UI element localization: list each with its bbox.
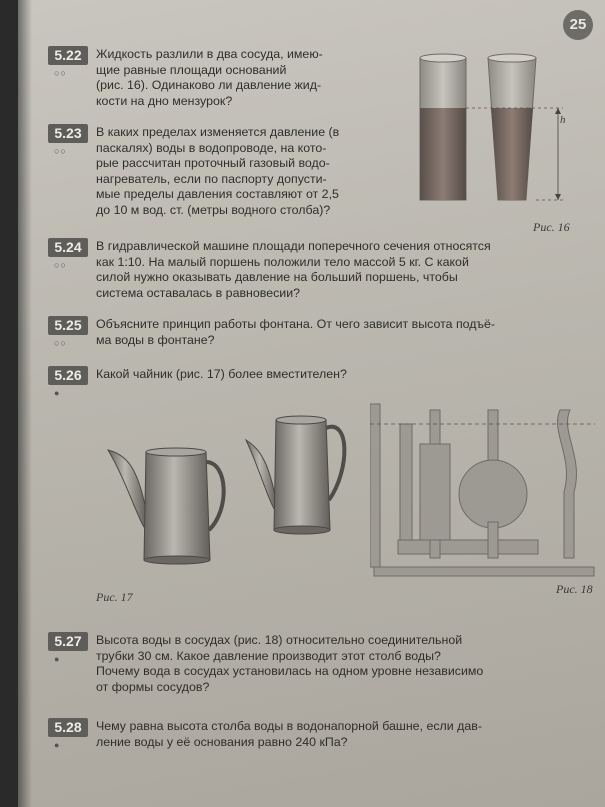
task-number: 5.26: [48, 366, 88, 385]
figure-18-communicating-vessels: [370, 402, 595, 582]
task-number: 5.24: [48, 238, 88, 257]
figure-18-caption: Рис. 18: [556, 582, 593, 596]
difficulty-marker: ●: [54, 740, 61, 750]
task-text: Объясните принцип работы фонтана. От чего зависит высота подъё- ма воды в фонтане?: [96, 317, 495, 347]
task-text: Жидкость разлили в два сосуда, имею- щие равные площади оснований (рис. 16). Одинаково ли давление жид- кости на дно мензурок?: [96, 47, 323, 108]
task-text: В гидравлической машине площади поперечного сечения относятся как 1:10. На малый поршень положили тело массой 5 кг. С какой силой нужно оказывать давление на больший поршень, чтобы система оставалась в равновесии?: [96, 239, 491, 300]
figure-17-teapots: [88, 400, 368, 590]
task-number: 5.23: [48, 124, 88, 143]
task-text: Какой чайник (рис. 17) более вместителен?: [96, 367, 347, 381]
task-number: 5.25: [48, 316, 88, 335]
difficulty-marker: ○○: [54, 260, 67, 270]
figure-16-caption: Рис. 16: [533, 220, 570, 234]
figure-16-beakers: [398, 48, 598, 228]
task-number: 5.22: [48, 46, 88, 65]
difficulty-marker: ○○: [54, 146, 67, 156]
page-binding-shadow: [18, 0, 32, 807]
textbook-page: [18, 0, 605, 807]
task-text: Высота воды в сосудах (рис. 18) относительно соединительной трубки 30 см. Какое давление производит этот столб воды? Почему вода в сосудах установилась на одном уровне независимо от формы сосудов?: [96, 633, 484, 694]
task-text: Чему равна высота столба воды в водонапорной башне, если дав- ление воды у её основания равно 240 кПа?: [96, 719, 482, 749]
task-number: 5.28: [48, 718, 88, 737]
difficulty-marker: ●: [54, 654, 61, 664]
height-label: h: [560, 114, 566, 126]
difficulty-marker: ○○: [54, 68, 67, 78]
difficulty-marker: ○○: [54, 338, 67, 348]
task-text: В каких пределах изменяется давление (в паскалях) воды в водопроводе, на кото- рые рассчитан проточный газовый водо- нагреватель, если по паспорту допусти- мые пределы давления составляют от 2,5 до 10 м вод. ст. (метры водного столба)?: [96, 125, 340, 217]
task-number: 5.27: [48, 632, 88, 651]
difficulty-marker: ●: [54, 388, 61, 398]
page-number: 25: [563, 10, 593, 40]
figure-17-caption: Рис. 17: [96, 590, 133, 604]
